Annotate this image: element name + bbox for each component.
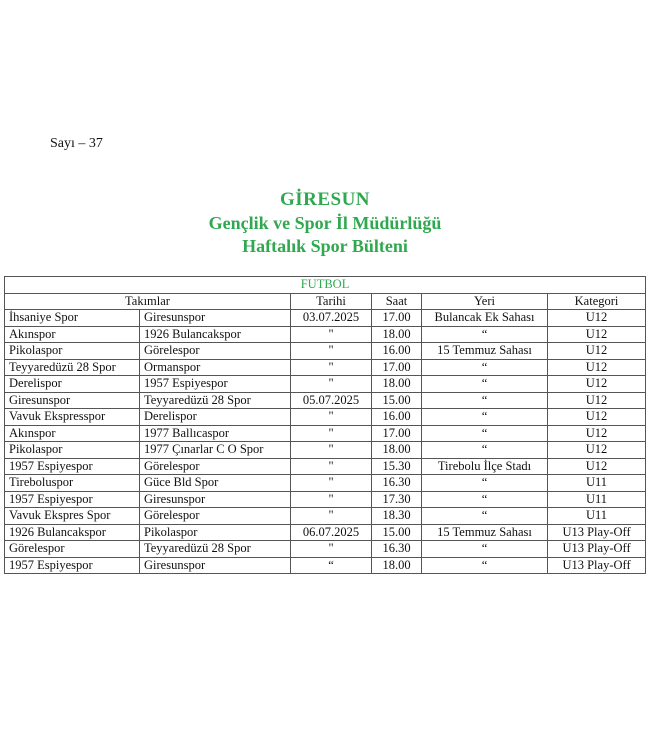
match-category: U12 [548,359,646,376]
home-team: Derelispor [5,376,140,393]
home-team: 1957 Espiyespor [5,458,140,475]
home-team: 1957 Espiyespor [5,491,140,508]
match-time: 16.30 [372,541,422,558]
match-time: 15.00 [372,524,422,541]
match-date: 05.07.2025 [291,392,372,409]
col-header-venue: Yeri [422,293,548,310]
table-row [5,491,646,508]
home-team: Tireboluspor [5,475,140,492]
match-venue: “ [422,508,548,525]
header-province: GİRESUN [279,189,371,210]
away-team: Görelespor [140,343,291,360]
col-header-date: Tarihi [291,293,372,310]
col-header-time: Saat [372,293,422,310]
table-row [5,458,646,475]
away-team: Pikolaspor [140,524,291,541]
match-venue: “ [422,409,548,426]
home-team: Teyyaredüzü 28 Spor [5,359,140,376]
match-time: 18.30 [372,508,422,525]
match-date: " [291,343,372,360]
table-row [5,359,646,376]
match-date: " [291,359,372,376]
away-team: 1926 Bulancakspor [140,326,291,343]
match-venue: “ [422,541,548,558]
home-team: Giresunspor [5,392,140,409]
match-category: U12 [548,376,646,393]
match-category: U12 [548,310,646,327]
header-directorate: Gençlik ve Spor İl Müdürlüğü [208,213,442,233]
table-row [5,425,646,442]
match-category: U12 [548,409,646,426]
table-row [5,475,646,492]
match-category: U12 [548,343,646,360]
fixtures-body [5,310,646,574]
table-row [5,524,646,541]
away-team: Giresunspor [140,310,291,327]
sport-title: FUTBOL [5,277,646,294]
match-time: 17.00 [372,425,422,442]
match-category: U13 Play-Off [548,557,646,574]
match-date: 06.07.2025 [291,524,372,541]
match-date: " [291,442,372,459]
match-category: U11 [548,475,646,492]
match-category: U12 [548,392,646,409]
match-time: 18.00 [372,442,422,459]
table-row [5,326,646,343]
table-row [5,541,646,558]
away-team: Teyyaredüzü 28 Spor [140,541,291,558]
match-venue: Bulancak Ek Sahası [422,310,548,327]
sport-title-row [5,277,646,294]
table-row [5,442,646,459]
home-team: Pikolaspor [5,343,140,360]
match-time: 15.30 [372,458,422,475]
match-category: U12 [548,442,646,459]
away-team: Görelespor [140,508,291,525]
home-team: Görelespor [5,541,140,558]
table-row [5,508,646,525]
match-time: 17.00 [372,310,422,327]
match-venue: “ [422,392,548,409]
home-team: 1926 Bulancakspor [5,524,140,541]
match-date: " [291,409,372,426]
issue-number: Sayı – 37 [50,136,103,151]
home-team: Pikolaspor [5,442,140,459]
table-row [5,310,646,327]
match-time: 16.00 [372,409,422,426]
match-category: U13 Play-Off [548,541,646,558]
home-team: 1957 Espiyespor [5,557,140,574]
fixtures-table [4,276,646,574]
match-venue: “ [422,326,548,343]
match-date: 03.07.2025 [291,310,372,327]
match-date: " [291,541,372,558]
match-time: 17.30 [372,491,422,508]
table-header-row [5,293,646,310]
match-time: 16.30 [372,475,422,492]
match-time: 18.00 [372,326,422,343]
home-team: Vavuk Ekspres Spor [5,508,140,525]
away-team: 1977 Ballıcaspor [140,425,291,442]
match-date: " [291,458,372,475]
table-row [5,409,646,426]
away-team: Teyyaredüzü 28 Spor [140,392,291,409]
match-date: " [291,326,372,343]
match-time: 18.00 [372,557,422,574]
match-venue: 15 Temmuz Sahası [422,524,548,541]
match-time: 18.00 [372,376,422,393]
match-venue: 15 Temmuz Sahası [422,343,548,360]
match-category: U12 [548,458,646,475]
match-venue: “ [422,557,548,574]
match-date: " [291,475,372,492]
match-time: 15.00 [372,392,422,409]
match-venue: “ [422,491,548,508]
home-team: Vavuk Ekspresspor [5,409,140,426]
away-team: 1977 Çınarlar C O Spor [140,442,291,459]
match-category: U11 [548,508,646,525]
match-category: U12 [548,425,646,442]
match-date: " [291,425,372,442]
away-team: Giresunspor [140,491,291,508]
match-date: " [291,508,372,525]
match-category: U13 Play-Off [548,524,646,541]
away-team: Derelispor [140,409,291,426]
home-team: Akınspor [5,326,140,343]
match-category: U11 [548,491,646,508]
table-row [5,376,646,393]
match-date: " [291,491,372,508]
match-venue: “ [422,475,548,492]
away-team: 1957 Espiyespor [140,376,291,393]
match-time: 17.00 [372,359,422,376]
match-venue: “ [422,425,548,442]
away-team: Ormanspor [140,359,291,376]
table-row [5,557,646,574]
table-row [5,343,646,360]
away-team: Güce Bld Spor [140,475,291,492]
match-venue: “ [422,442,548,459]
col-header-category: Kategori [548,293,646,310]
table-row [5,392,646,409]
match-date: “ [291,557,372,574]
match-category: U12 [548,326,646,343]
col-header-teams: Takımlar [5,293,291,310]
match-venue: Tirebolu İlçe Stadı [422,458,548,475]
match-venue: “ [422,376,548,393]
away-team: Giresunspor [140,557,291,574]
away-team: Görelespor [140,458,291,475]
home-team: Akınspor [5,425,140,442]
match-venue: “ [422,359,548,376]
match-time: 16.00 [372,343,422,360]
match-date: " [291,376,372,393]
home-team: İhsaniye Spor [5,310,140,327]
header-bulletin-title: Haftalık Spor Bülteni [242,236,408,256]
